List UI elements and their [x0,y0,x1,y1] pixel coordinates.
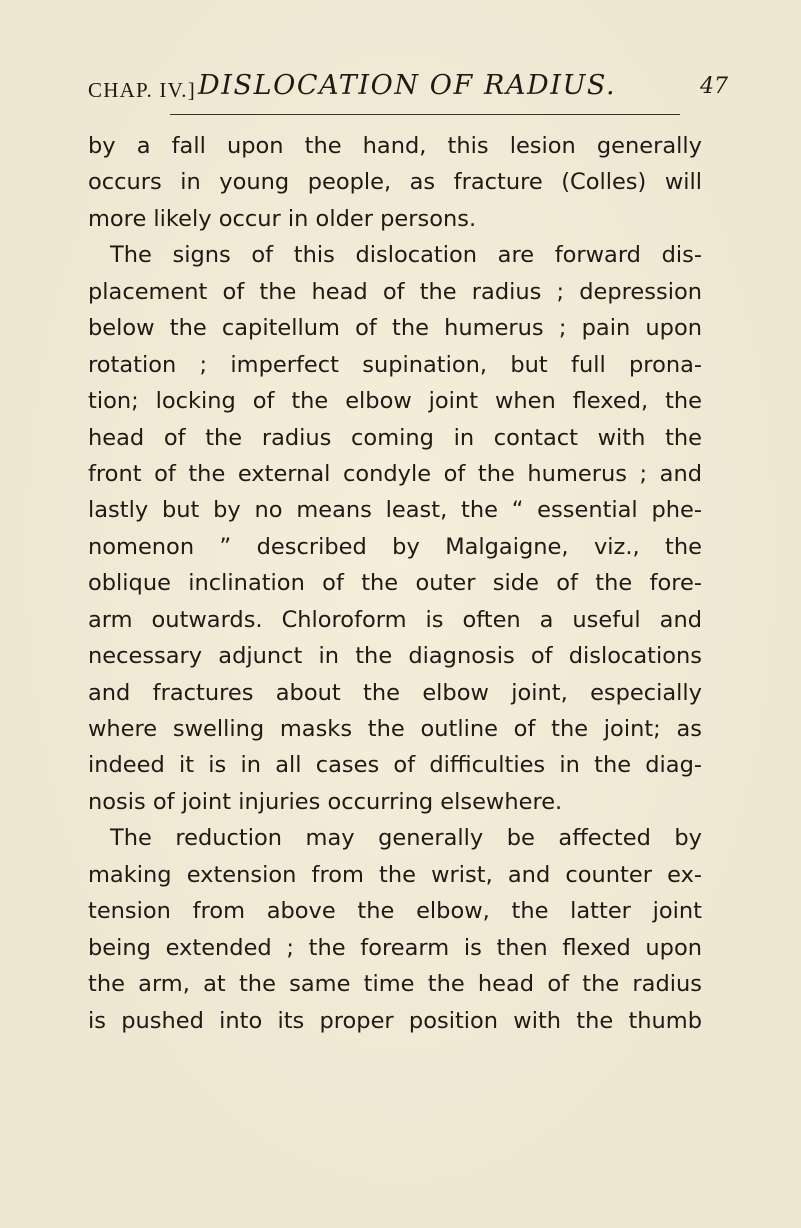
text-line: making extension from the wrist, and counter ex- [88,861,702,888]
page-number: 47 [700,74,728,99]
text-line: the arm, at the same time the head of the radius [88,971,702,998]
text-line: necessary adjunct in the diagnosis of dislocations [88,643,702,670]
text-line: nomenon ” described by Malgaigne, viz., the [88,533,702,560]
text-line: tion; locking of the elbow joint when flexed, the [88,388,702,415]
text-line: nosis of joint injuries occurring elsewhere. [88,788,563,815]
text-line: The signs of this dislocation are forward dis- [110,242,702,269]
text-line: head of the radius coming in contact with the [88,424,702,451]
text-line: occurs in young people, as fracture (Colles) will [88,169,702,196]
text-line: being extended ; the forearm is then flexed upon [88,934,702,961]
text-line: lastly but by no means least, the “ essential phe- [88,497,702,524]
text-line: rotation ; imperfect supination, but full prona- [88,351,702,378]
text-line: is pushed into its proper position with the thumb [88,1007,702,1034]
text-line: more likely occur in older persons. [88,205,477,232]
chapter-label: CHAP. IV.] [88,78,196,102]
text-line: below the capitellum of the humerus ; pain upon [88,315,702,342]
text-line: arm outwards. Chloroform is often a useful and [88,606,702,633]
text-line: where swelling masks the outline of the joint; as [88,716,702,742]
header-rule [170,114,680,115]
text-line: indeed it is in all cases of difficulties in the diag- [88,752,702,779]
text-line: placement of the head of the radius ; depression [88,278,702,305]
text-line: The reduction may generally be affected by [110,825,702,852]
body-text [88,128,702,1039]
text-line: oblique inclination of the outer side of the fore- [88,570,702,597]
text-line: and fractures about the elbow joint, especially [88,679,702,706]
text-line: front of the external condyle of the humerus ; and [88,460,702,487]
page-header [88,70,728,110]
text-line: tension from above the elbow, the latter joint [88,898,702,925]
running-title: DISLOCATION OF RADIUS. [198,70,617,101]
text-line: by a fall upon the hand, this lesion generally [88,133,702,159]
